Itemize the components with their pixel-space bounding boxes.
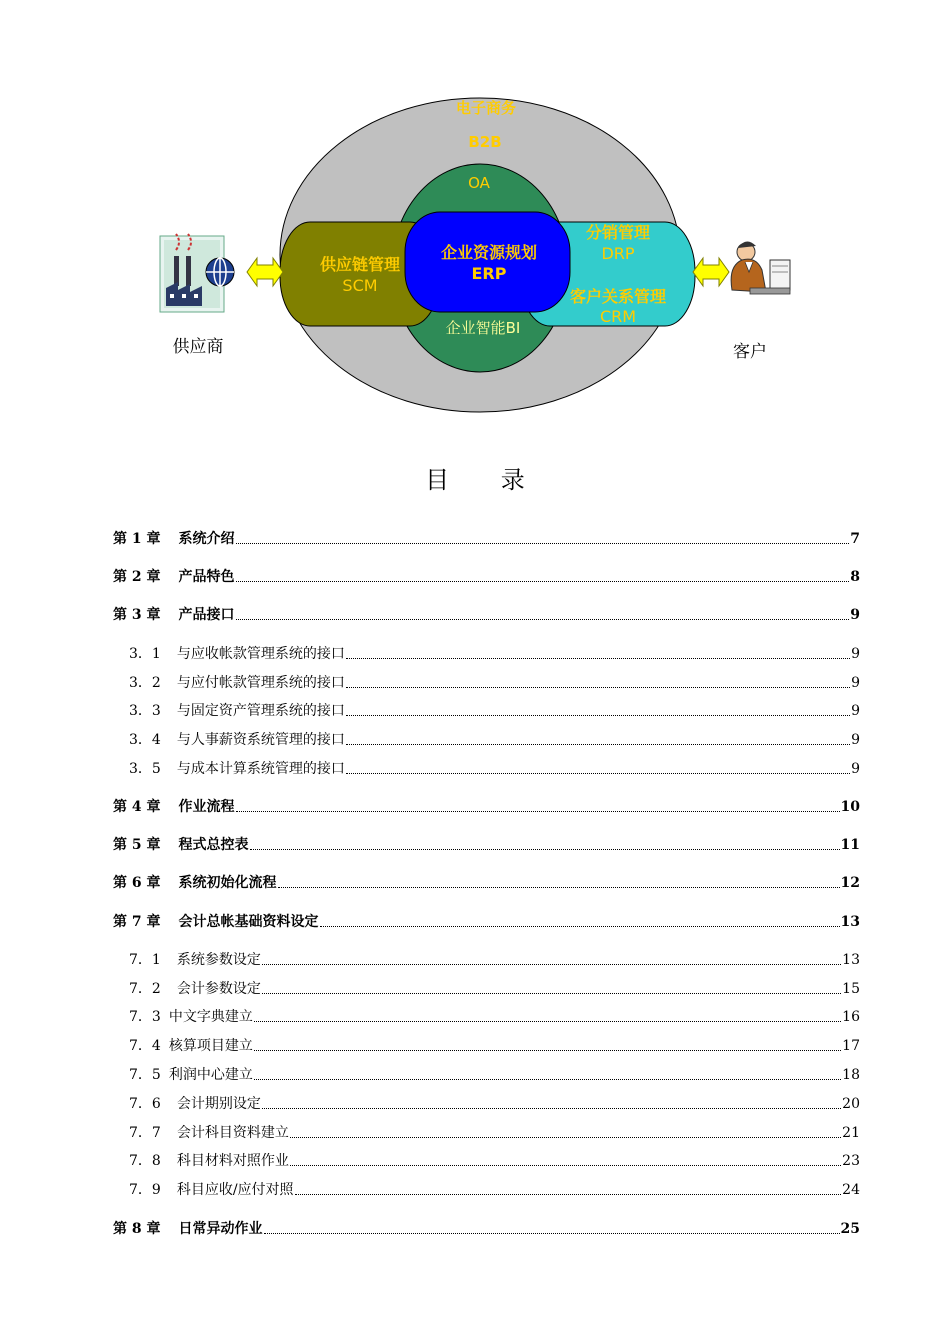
toc-leader-dots [346,773,850,774]
toc-entry-number: 第 8 章 [113,1221,161,1237]
toc-entry-title: 会计参数设定 [176,981,261,997]
toc-section-entry[interactable] [129,1123,860,1143]
toc-section-entry[interactable] [129,673,860,693]
toc-page-number: 24 [842,1182,860,1198]
toc-leader-dots [290,1137,841,1138]
toc-entry-title: 产品特色 [178,569,235,585]
toc-chapter-entry[interactable] [113,873,860,893]
toc-entry-number: 3．2 [129,675,161,691]
toc-page-number: 9 [851,761,860,777]
toc-entry-title: 科目应收/应付对照 [176,1182,294,1198]
toc-entry-title: 与成本计算系统管理的接口 [176,761,345,777]
toc-entry-title: 日常异动作业 [178,1221,263,1237]
toc-entry-number: 3．3 [129,703,161,719]
toc-leader-dots [295,1194,842,1195]
toc-entry-title: 作业流程 [178,799,235,815]
toc-entry-number: 第 1 章 [113,531,161,547]
toc-section-entry[interactable] [129,1065,860,1085]
ecommerce-label: 电子商务 [455,99,517,117]
right-double-arrow-icon [693,258,729,286]
toc-page-number: 9 [850,607,860,623]
toc-leader-dots [320,926,840,927]
toc-chapter-entry[interactable] [113,835,860,855]
toc-entry-number: 7．5 [129,1067,161,1083]
drp-label-en: DRP [601,244,635,263]
toc-section-entry[interactable] [129,701,860,721]
erp-label-cn: 企业资源规划 [440,243,538,262]
drp-label-cn: 分销管理 [585,223,651,242]
toc-entry-title: 会计总帐基础资料设定 [178,914,319,930]
toc-section-entry[interactable] [129,644,860,664]
toc-section-entry[interactable] [129,759,860,779]
toc-page-number: 8 [850,569,860,585]
toc-entry-number: 第 5 章 [113,837,161,853]
toc-page-number: 13 [842,952,860,968]
toc-entry-number: 3．5 [129,761,161,777]
toc-entry-title: 会计期别设定 [176,1096,261,1112]
toc-leader-dots [262,993,841,994]
toc-entry-title: 会计科目资料建立 [176,1125,289,1141]
toc-page-number: 7 [850,531,860,547]
toc-entry-number: 第 7 章 [113,914,161,930]
toc-entry-title: 程式总控表 [178,837,249,853]
toc-entry-title: 利润中心建立 [168,1067,253,1083]
toc-leader-dots [254,1079,841,1080]
b2b-label: B2B [468,133,502,151]
toc-leader-dots [254,1021,841,1022]
toc-entry-number: 7．2 [129,981,161,997]
toc-entry-number: 7．7 [129,1125,161,1141]
toc-leader-dots [262,1108,841,1109]
factory-globe-icon [160,234,234,312]
toc-page-number: 10 [840,799,860,815]
toc-entry-title: 系统参数设定 [176,952,261,968]
toc-page-number: 9 [851,646,860,662]
toc-entry-title: 中文字典建立 [168,1009,253,1025]
toc-leader-dots [254,1050,841,1051]
toc-entry-number: 7．9 [129,1182,161,1198]
toc-chapter-entry[interactable] [113,1219,860,1239]
toc-page-number: 11 [840,837,860,853]
toc-section-entry[interactable] [129,1036,860,1056]
bi-label: 企业智能BI [445,319,521,337]
toc-section-entry[interactable] [129,1094,860,1114]
oa-label: OA [468,174,490,192]
toc-entry-title: 与人事薪资系统管理的接口 [176,732,345,748]
toc-leader-dots [346,715,850,716]
toc-entry-number: 7．1 [129,952,161,968]
toc-chapter-entry[interactable] [113,529,860,549]
toc-page-number: 9 [851,675,860,691]
toc-entry-title: 核算项目建立 [168,1038,253,1054]
toc-section-entry[interactable] [129,950,860,970]
left-double-arrow-icon [247,258,283,286]
toc-page-number: 9 [851,703,860,719]
toc-entry-number: 7．8 [129,1153,161,1169]
toc-entry-title: 产品接口 [178,607,235,623]
toc-section-entry[interactable] [129,1151,860,1171]
toc-leader-dots [236,811,840,812]
toc-chapter-entry[interactable] [113,912,860,932]
toc-page-number: 12 [840,875,860,891]
toc-entry-number: 第 6 章 [113,875,161,891]
toc-entry-number: 第 2 章 [113,569,161,585]
toc-entry-number: 7．4 [129,1038,161,1054]
toc-leader-dots [346,658,850,659]
toc-section-entry[interactable] [129,1007,860,1027]
toc-entry-number: 3．1 [129,646,161,662]
erp-block [405,212,570,312]
toc-page-number: 23 [842,1153,860,1169]
toc-section-entry[interactable] [129,1180,860,1200]
toc-page-number: 16 [842,1009,860,1025]
toc-chapter-entry[interactable] [113,567,860,587]
toc-page-number: 20 [842,1096,860,1112]
toc-entry-number: 7．3 [129,1009,161,1025]
toc-entry-title: 与应付帐款管理系统的接口 [176,675,345,691]
customer-at-computer-icon [731,241,790,294]
toc-page-number: 25 [840,1221,860,1237]
toc-leader-dots [236,543,850,544]
customer-label: 客户 [733,342,767,362]
scm-label-cn: 供应链管理 [319,255,401,274]
toc-leader-dots [290,1165,841,1166]
toc-page-number: 17 [842,1038,860,1054]
toc-page-number: 18 [842,1067,860,1083]
toc-title: 目 录 [425,466,547,494]
toc-entry-title: 系统初始化流程 [178,875,277,891]
crm-label-en: CRM [599,307,637,326]
toc-entry-title: 与应收帐款管理系统的接口 [176,646,345,662]
toc-page-number: 15 [842,981,860,997]
toc-leader-dots [278,887,840,888]
toc-leader-dots [250,849,840,850]
toc-page-number: 9 [851,732,860,748]
toc-chapter-entry[interactable] [113,797,860,817]
toc-page-number: 21 [842,1125,860,1141]
toc-entry-title: 系统介绍 [178,531,235,547]
crm-label-cn: 客户关系管理 [569,287,667,306]
toc-page-number: 13 [840,914,860,930]
toc-section-entry[interactable] [129,979,860,999]
toc-leader-dots [262,964,841,965]
toc-leader-dots [236,619,850,620]
toc-entry-number: 第 4 章 [113,799,161,815]
toc-entry-number: 3．4 [129,732,161,748]
toc-entry-title: 科目材料对照作业 [176,1153,289,1169]
erp-label-en: ERP [471,264,507,283]
toc-leader-dots [346,687,850,688]
supplier-label: 供应商 [172,337,224,357]
erp-architecture-diagram [0,0,950,440]
toc-leader-dots [236,581,850,582]
toc-section-entry[interactable] [129,730,860,750]
toc-leader-dots [346,744,850,745]
toc-leader-dots [264,1233,840,1234]
toc-chapter-entry[interactable] [113,605,860,625]
toc-entry-number: 第 3 章 [113,607,161,623]
scm-label-en: SCM [342,276,378,295]
toc-entry-number: 7．6 [129,1096,161,1112]
toc-entry-title: 与固定资产管理系统的接口 [176,703,345,719]
